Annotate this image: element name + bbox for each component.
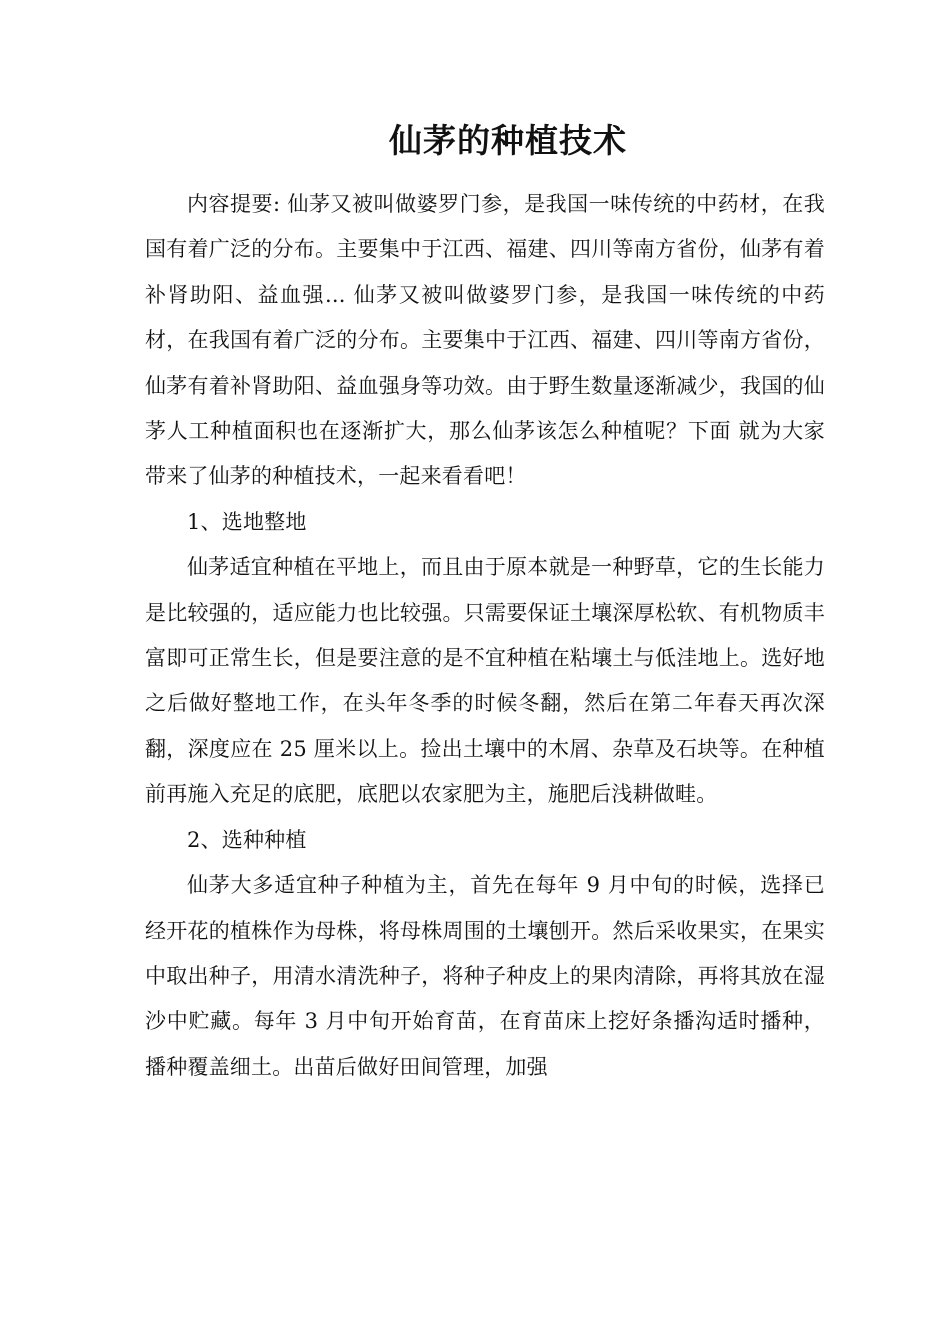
paragraph-summary: 内容提要: 仙茅又被叫做婆罗门参，是我国一味传统的中药材，在我国有着广泛的分布。主要集中于江西、福建、四川等南方省份，仙茅有着补肾助阳、益血强... 仙茅又被叫做婆罗门参，是我国一味传统的中药材，在我国有着广泛的分布。主要集中于江西、福建、四川等南方省份，仙茅有着补肾助阳、益血强身等功效。由于野生数量逐渐减少，我国的仙茅人工种植面积也在逐渐扩大，那么仙茅该怎么种植呢？下面 就为大家带来了仙茅的种植技术，一起来看看吧！ <box>145 192 825 489</box>
document-title: 仙茅的种植技术 <box>389 121 627 160</box>
paragraph-site-selection: 仙茅适宜种植在平地上，而且由于原本就是一种野草，它的生长能力是比较强的，适应能力也比较强。只需要保证土壤深厚松软、有机物质丰富即可正常生长，但是要注意的是不宜种植在粘壤土与低洼地上。选好地之后做好整地工作，在头年冬季的时候冬翻，然后在第二年春天再次深翻，深度应在 25 厘米以上。捡出土壤中的木屑、杂草及石块等。在种植前再施入充足的底肥，底肥以农家肥为主，施肥后浅耕做畦。 <box>145 555 825 807</box>
paragraph-seed-planting: 仙茅大多适宜种子种植为主，首先在每年 9 月中旬的时候，选择已经开花的植株作为母株，将母株周围的土壤刨开。然后采收果实，在果实中取出种子，用清水清洗种子，将种子种皮上的果肉清除，再将其放在湿沙中贮藏。每年 3 月中旬开始育苗，在育苗床上挖好条播沟适时播种，播种覆盖细土。出苗后做好田间管理，加强 <box>145 873 825 1079</box>
section-heading-seed-planting: 2、选种种植 <box>187 827 307 852</box>
document-body <box>145 182 825 1090</box>
section-heading-site-selection: 1、选地整地 <box>187 509 307 534</box>
